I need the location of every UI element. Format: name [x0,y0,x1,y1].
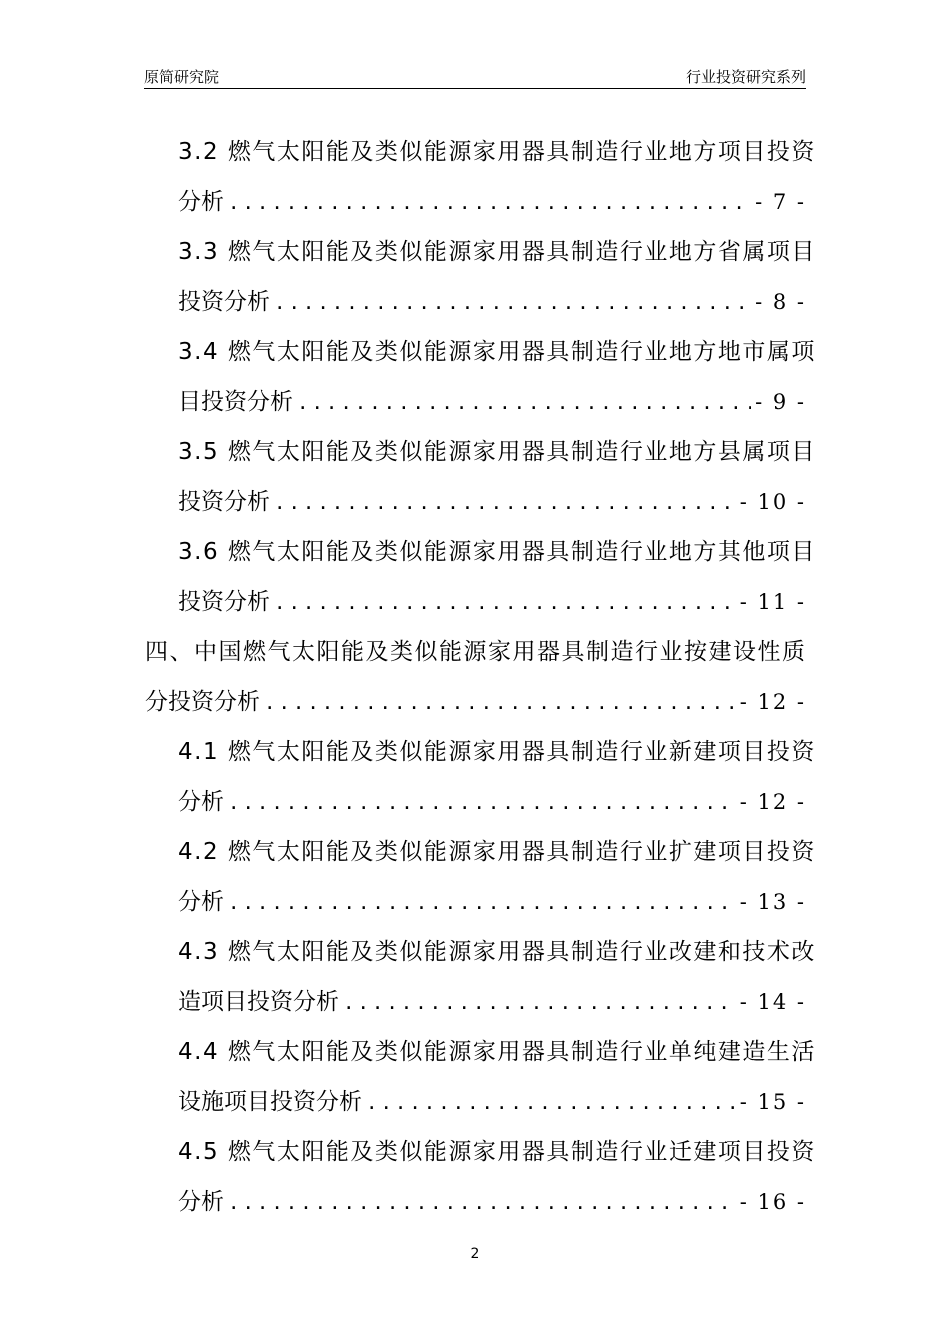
toc-entry-cont: 投资分析 [178,289,270,315]
toc-entry-cont: 分析 [178,789,224,815]
toc-entry-title: 3.2 燃气太阳能及类似能源家用器具制造行业地方项目投资 [178,139,816,165]
toc-page-ref: - 14 - [739,990,806,1014]
toc-chapter-title: 四、中国燃气太阳能及类似能源家用器具制造行业按建设性质 [145,639,807,665]
header-institute: 原简研究院 [144,68,220,86]
toc-entry-cont: 分析 [178,189,224,215]
toc-entry-title: 4.1 燃气太阳能及类似能源家用器具制造行业新建项目投资 [178,739,816,765]
leader-dots [297,387,751,419]
toc-entry-cont: 分投资分析 [145,689,260,715]
toc-entry-leader[interactable] [178,286,806,319]
leader-dots [228,887,736,919]
toc-entry-cont: 投资分析 [178,589,270,615]
toc-entry-title: 4.2 燃气太阳能及类似能源家用器具制造行业扩建项目投资 [178,839,816,865]
toc-entry-title: 3.6 燃气太阳能及类似能源家用器具制造行业地方其他项目 [178,539,816,565]
toc-entry-leader[interactable] [178,786,806,819]
toc-entry-cont: 分析 [178,1189,224,1215]
toc-page-ref: - 12 - [739,790,806,814]
leader-dots [274,287,751,319]
toc-entry-leader[interactable] [178,186,806,219]
toc-page-ref: - 11 - [739,590,806,614]
page-header [144,66,806,89]
leader-dots [366,1087,736,1119]
toc-entry-leader[interactable] [178,486,806,519]
toc-entry-leader[interactable] [178,386,806,419]
toc-entry-title: 4.3 燃气太阳能及类似能源家用器具制造行业改建和技术改 [178,939,816,965]
leader-dots [228,1187,736,1219]
leader-dots [274,487,736,519]
toc-page-ref: - 10 - [739,490,806,514]
toc-entry-cont: 目投资分析 [178,389,293,415]
toc-entry-cont: 分析 [178,889,224,915]
toc-entry-title: 3.5 燃气太阳能及类似能源家用器具制造行业地方县属项目 [178,439,816,465]
toc-page-ref: - 7 - [755,190,806,214]
toc-entry-cont: 投资分析 [178,489,270,515]
toc-entry-cont: 造项目投资分析 [178,989,339,1015]
toc-entry-title: 3.3 燃气太阳能及类似能源家用器具制造行业地方省属项目 [178,239,816,265]
leader-dots [264,687,736,719]
header-series: 行业投资研究系列 [685,68,806,86]
toc-entry-leader[interactable] [145,686,806,719]
leader-dots [228,787,736,819]
toc-entry-title: 4.4 燃气太阳能及类似能源家用器具制造行业单纯建造生活 [178,1039,816,1065]
toc-entry-leader[interactable] [178,586,806,619]
toc-page-ref: - 8 - [755,290,806,314]
toc-entry-leader[interactable] [178,1086,806,1119]
toc-page-ref: - 13 - [739,890,806,914]
toc-entry-title: 4.5 燃气太阳能及类似能源家用器具制造行业迁建项目投资 [178,1139,816,1165]
toc-entry-cont: 设施项目投资分析 [178,1089,362,1115]
toc-page-ref: - 16 - [739,1190,806,1214]
toc-page-ref: - 15 - [739,1090,806,1114]
leader-dots [228,187,751,219]
leader-dots [274,587,736,619]
toc-entry-leader[interactable] [178,886,806,919]
toc-page-ref: - 9 - [755,390,806,414]
toc-entry-title: 3.4 燃气太阳能及类似能源家用器具制造行业地方地市属项 [178,339,816,365]
toc-page-ref: - 12 - [739,690,806,714]
page-number: 2 [470,1246,480,1262]
toc-entry-leader[interactable] [178,1186,806,1219]
leader-dots [343,987,736,1019]
toc-entry-leader[interactable] [178,986,806,1019]
